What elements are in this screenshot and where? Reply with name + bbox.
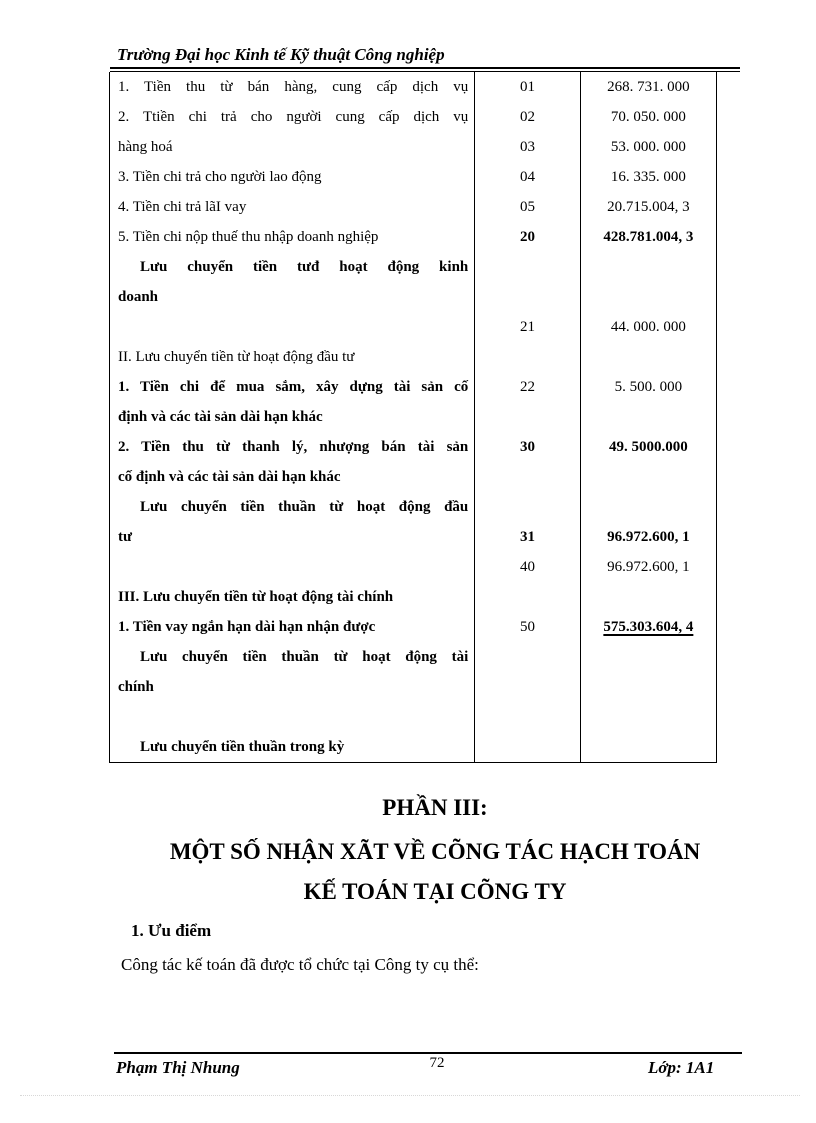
table-row <box>110 612 717 642</box>
page-edge-dots <box>20 1095 800 1096</box>
row-amount: 268. 731. 000 <box>607 79 690 95</box>
row-code <box>475 252 580 282</box>
row-amount: 16. 335. 000 <box>610 169 686 185</box>
table-row <box>110 642 717 672</box>
row-amount <box>580 252 716 282</box>
table-row <box>110 72 717 102</box>
row-label <box>110 702 475 732</box>
row-code <box>475 702 580 732</box>
part-heading: PHẦN III: <box>382 795 488 820</box>
row-amount <box>580 642 716 672</box>
row-amount: 70. 050. 000 <box>610 109 686 125</box>
table-row <box>110 582 717 612</box>
row-code <box>475 282 580 312</box>
table-row <box>110 732 717 763</box>
row-label: 2. Ttiền chi trả cho người cung cấp dịch vụ <box>110 102 475 132</box>
table-row <box>110 462 717 492</box>
row-code: 40 <box>475 552 580 582</box>
row-amount <box>580 282 716 312</box>
document-header-title: Trường Đại học Kinh tế Kỹ thuật Công nghiệp <box>117 45 445 64</box>
row-label: 3. Tiền chi trả cho người lao động <box>110 162 475 192</box>
row-amount: 44. 000. 000 <box>610 319 686 335</box>
total-amount: 575.303.604, 4 <box>603 619 694 635</box>
row-label: cố định và các tài sản dài hạn khác <box>110 462 475 492</box>
row-code: 22 <box>475 372 580 402</box>
row-code: 03 <box>475 132 580 162</box>
footer-rule <box>114 1052 742 1054</box>
row-amount: 49. 5000.000 <box>608 439 688 455</box>
table-row <box>110 162 717 192</box>
row-code <box>475 462 580 492</box>
row-code: 02 <box>475 102 580 132</box>
row-code <box>475 672 580 702</box>
row-code <box>475 402 580 432</box>
row-label: II. Lưu chuyển tiền từ hoạt động đầu tư <box>110 342 475 372</box>
table-row <box>110 102 717 132</box>
row-label <box>110 312 475 342</box>
row-code: 31 <box>475 522 580 552</box>
row-label: III. Lưu chuyển tiền từ hoạt động tài chính <box>110 582 475 612</box>
row-amount <box>580 702 716 732</box>
row-label: 1. Tiền vay ngắn hạn dài hạn nhận được <box>110 612 475 642</box>
row-label: 4. Tiền chi trả lãI vay <box>110 192 475 222</box>
table-row <box>110 522 717 552</box>
table-row <box>110 342 717 372</box>
row-label: 1. Tiền chi để mua sắm, xây dựng tài sản cố <box>110 372 475 402</box>
row-code: 50 <box>475 612 580 642</box>
row-label <box>110 552 475 582</box>
row-amount <box>580 672 716 702</box>
row-amount: 96.972.600, 1 <box>607 529 690 545</box>
row-label: định và các tài sản dài hạn khác <box>110 402 475 432</box>
cash-flow-table <box>109 72 717 763</box>
row-code: 30 <box>475 432 580 462</box>
table-row <box>110 672 717 702</box>
row-label: chính <box>110 672 475 702</box>
table-row <box>110 282 717 312</box>
table-row <box>110 402 717 432</box>
row-label: Lưu chuyển tiền thuần từ hoạt động tài <box>110 642 475 672</box>
row-code: 04 <box>475 162 580 192</box>
row-amount <box>580 492 716 522</box>
row-code <box>475 642 580 672</box>
row-amount: 96.972.600, 1 <box>607 559 690 575</box>
section-heading: 1. Ưu điểm <box>131 921 212 940</box>
table-row <box>110 252 717 282</box>
row-label: Lưu chuyển tiền tưđ hoạt động kinh <box>110 252 475 282</box>
row-label: Lưu chuyển tiền thuần trong kỳ <box>110 732 475 763</box>
section-body-text: Công tác kế toán đã được tổ chức tại Công ty cụ thể: <box>121 955 479 974</box>
table-row <box>110 492 717 522</box>
row-amount <box>580 462 716 492</box>
footer-class: Lớp: 1A1 <box>648 1058 715 1077</box>
row-amount: 53. 000. 000 <box>610 139 686 155</box>
row-amount <box>580 582 716 612</box>
row-label: 5. Tiền chi nộp thuế thu nhập doanh nghiệp <box>110 222 475 252</box>
row-code <box>475 342 580 372</box>
row-code <box>475 492 580 522</box>
table-row <box>110 192 717 222</box>
table-row <box>110 552 717 582</box>
table-row <box>110 372 717 402</box>
row-amount: 428.781.004, 3 <box>603 229 694 245</box>
row-code: 05 <box>475 192 580 222</box>
table-row <box>110 132 717 162</box>
part-title-line-2: KẾ TOÁN TẠI CÕNG TY <box>303 879 567 904</box>
row-amount <box>580 612 716 642</box>
row-label: doanh <box>110 282 475 312</box>
table-row <box>110 312 717 342</box>
part-title-line-1: MỘT SỐ NHẬN XÃT VỀ CÕNG TÁC HẠCH TOÁN <box>169 839 701 864</box>
row-label: Lưu chuyển tiền thuần từ hoạt động đầu <box>110 492 475 522</box>
row-amount: 20.715.004, 3 <box>607 199 690 215</box>
row-label: tư <box>110 522 475 552</box>
table-row <box>110 432 717 462</box>
row-code <box>475 732 580 763</box>
row-code: 21 <box>475 312 580 342</box>
row-label: 2. Tiền thu từ thanh lý, nhượng bán tài sản <box>110 432 475 462</box>
row-code: 01 <box>475 72 580 102</box>
table-row <box>110 702 717 732</box>
footer-author: Phạm Thị Nhung <box>116 1058 240 1077</box>
row-label: 1. Tiền thu từ bán hàng, cung cấp dịch vụ <box>110 72 475 102</box>
row-amount <box>580 342 716 372</box>
row-amount <box>580 402 716 432</box>
row-code <box>475 582 580 612</box>
header-rule <box>110 67 740 69</box>
table-row <box>110 222 717 252</box>
page-number: 72 <box>429 1055 445 1071</box>
row-amount <box>580 732 716 763</box>
row-code: 20 <box>475 222 580 252</box>
row-amount: 5. 500. 000 <box>614 379 683 395</box>
row-label: hàng hoá <box>110 132 475 162</box>
